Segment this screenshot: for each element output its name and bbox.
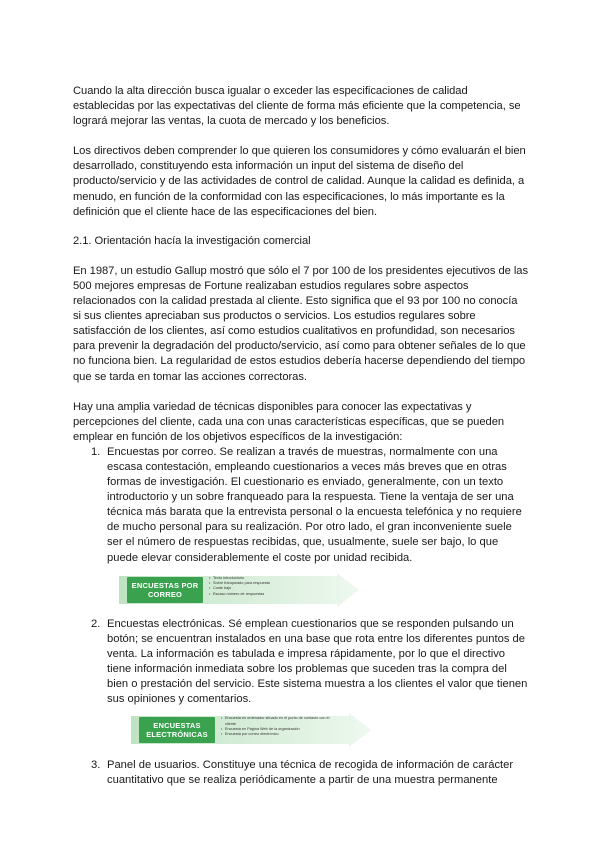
paragraph-tecnicas: Hay una amplia variedad de técnicas disponibles para conocer las expectativas y percepciones del cliente, cada una con unas características específicas, que se pueden emplear en función de los objetivos específicos de la investigación: xyxy=(73,400,505,443)
paragraph-intro: Cuando la alta dirección busca igualar o exceder las especificaciones de calidad establecidas por las expectativas del cliente de forma más eficiente que la competencia, se logrará mejorar las ventas, la cuota de mercado y los beneficios. xyxy=(73,85,521,128)
list-number: 3. xyxy=(91,759,101,772)
banner-item: • Encuesta en ordenador situado en el punto de contacto con el cliente xyxy=(221,716,341,727)
banner-item: • Encuesta en Página Web de la organización xyxy=(221,727,341,732)
banner-title: ENCUESTAS ELECTRÓNICAS xyxy=(139,717,215,743)
encuestas-correo-banner xyxy=(119,573,359,607)
section-heading: 2.1. Orientación hacía la investigación comercial xyxy=(73,234,311,247)
techniques-list xyxy=(73,445,528,789)
paragraph-gallup: En 1987, un estudio Gallup mostró que sólo el 7 por 100 de los presidentes ejecutivos de las 500 mejores empresas de Fortune realizaban estudios regulares sobre aspectos relacionados con la calidad prestada al cliente. Esto significa que el 93 por 100 no conocía si sus clientes apreciaban sus productos o servicios. Los estudios regulares sobre satisfacción de los clientes, así como estudios cualitativos en profundidad, son necesarios para prevenir la degradación del producto/servicio, así como para obtener señales de lo que no funciona bien. La regularidad de estos estudios debería hacerse dependiendo del tiempo que se tarda en tomar las acciones correctoras. xyxy=(73,264,529,383)
paragraph-directivos: Los directivos deben comprender lo que quieren los consumidores y cómo evaluarán el bien desarrollado, constituyendo esta información un input del sistema de diseño del producto/servicio y de las actividades de control de calidad. Aunque la calidad es definida, a menudo, en función de la conformidad con las especificaciones, lo más importante es la definición que el cliente hace de las especificaciones del bien. xyxy=(73,145,526,218)
banner-item: • Escaso número de respuestas xyxy=(209,592,270,597)
banner-item: • Texto introductorio xyxy=(209,576,270,581)
banner-items xyxy=(221,716,341,738)
document-page xyxy=(73,84,528,788)
list-item xyxy=(73,617,528,748)
banner-title: ENCUESTAS POR CORREO xyxy=(127,577,203,603)
list-text: Encuestas por correo. Se realizan a través de muestras, normalmente con una escasa contestación, empleando cuestionarios a veces más breves que en otras formas de investigación. El cuestionario es enviado, generalmente, con un texto introductorio y un sobre franqueado para la respuesta. Tiene la ventaja de ser una técnica más barata que la entrevista personal o la encuesta telefónica y no requiere de mucho personal para su realización. Por otro lado, el gran inconveniente suele ser el número de respuestas recibidas, que, usualmente, suele ser bajo, lo que puede elevar considerablemente el coste por unidad recibida. xyxy=(107,445,522,564)
list-item xyxy=(73,758,528,788)
list-text: Encuestas electrónicas. Sé emplean cuestionarios que se responden pulsando un botón; se encuentran instalados en una base que rota entre los diferentes puntos de venta. La información es tabulada e impresa rápidamente, por lo que el directivo tiene información inmediata sobre los problemas que suceden tras la compra del bien o prestación del servicio. Este sistema muestra a los clientes el valor que tienen sus opiniones y comentarios. xyxy=(107,617,528,706)
list-number: 2. xyxy=(91,617,101,630)
banner-items xyxy=(209,576,270,598)
banner-item: • Sobre franqueado para respuesta xyxy=(209,581,270,586)
list-text: Panel de usuarios. Constituye una técnica de recogida de información de carácter cuantitativo que se realiza periódicamente a partir de una muestra permanente xyxy=(107,759,514,787)
list-number: 1. xyxy=(91,445,101,458)
banner-item: • Encuesta por correo electrónico xyxy=(221,732,341,737)
encuestas-electronicas-banner xyxy=(131,713,371,747)
list-item xyxy=(73,445,528,607)
banner-item: • Coste bajo xyxy=(209,586,270,591)
